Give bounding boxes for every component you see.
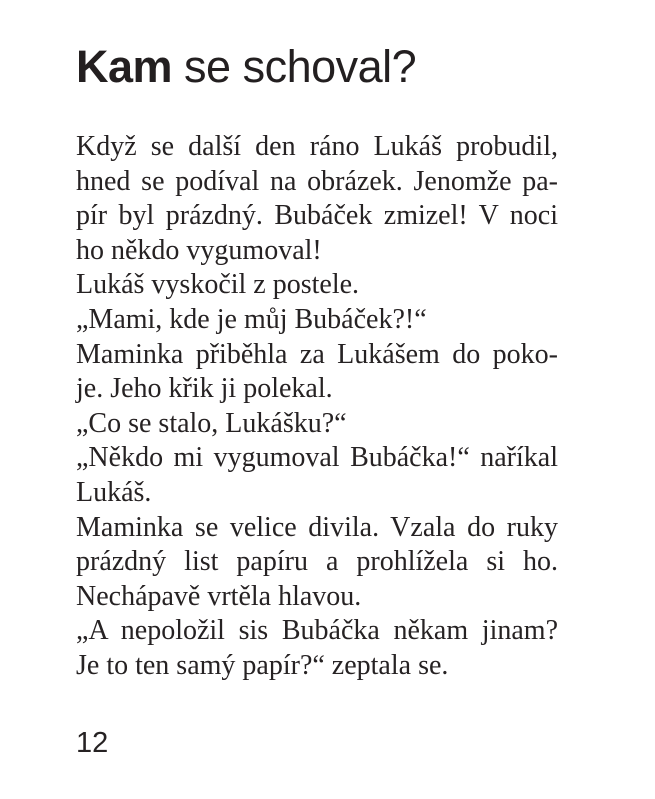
text-line: Lukáš. (76, 476, 152, 508)
text-line: Když se další den ráno Lukáš probudil, (76, 131, 558, 162)
text-line: „A nepoložil sis Bubáčka někam jinam? (76, 615, 558, 647)
text-line: hned se podíval na obrázek. Jenomže pa- (76, 165, 558, 197)
chapter-title (76, 41, 417, 92)
text-line: „Co se stalo, Lukášku?“ (76, 407, 347, 439)
text-line: Maminka se velice divila. Vzala do ruky (76, 511, 558, 543)
text-line: Nechápavě vrtěla hlavou. (76, 580, 362, 612)
text-line: Maminka přiběhla za Lukášem do poko- (76, 338, 558, 370)
text-line: pír byl prázdný. Bubáček zmizel! V noci (76, 200, 558, 232)
text-line: „Mami, kde je můj Bubáček?!“ (76, 303, 427, 335)
text-line: Lukáš vyskočil z postele. (76, 269, 360, 301)
chapter-title-rest: se schoval? (172, 41, 417, 92)
chapter-title-emphasis: Kam (76, 41, 173, 92)
text-line: prázdný list papíru a prohlížela si ho. (76, 546, 558, 578)
text-line: ho někdo vygumoval! (76, 234, 322, 266)
text-line: je. Jeho křik ji polekal. (76, 373, 333, 405)
text-line: Je to ten samý papír?“ zeptala se. (76, 649, 449, 681)
page-number: 12 (76, 727, 109, 759)
body-text (76, 130, 558, 684)
text-line: „Někdo mi vygumoval Bubáčka!“ naříkal (76, 442, 558, 474)
